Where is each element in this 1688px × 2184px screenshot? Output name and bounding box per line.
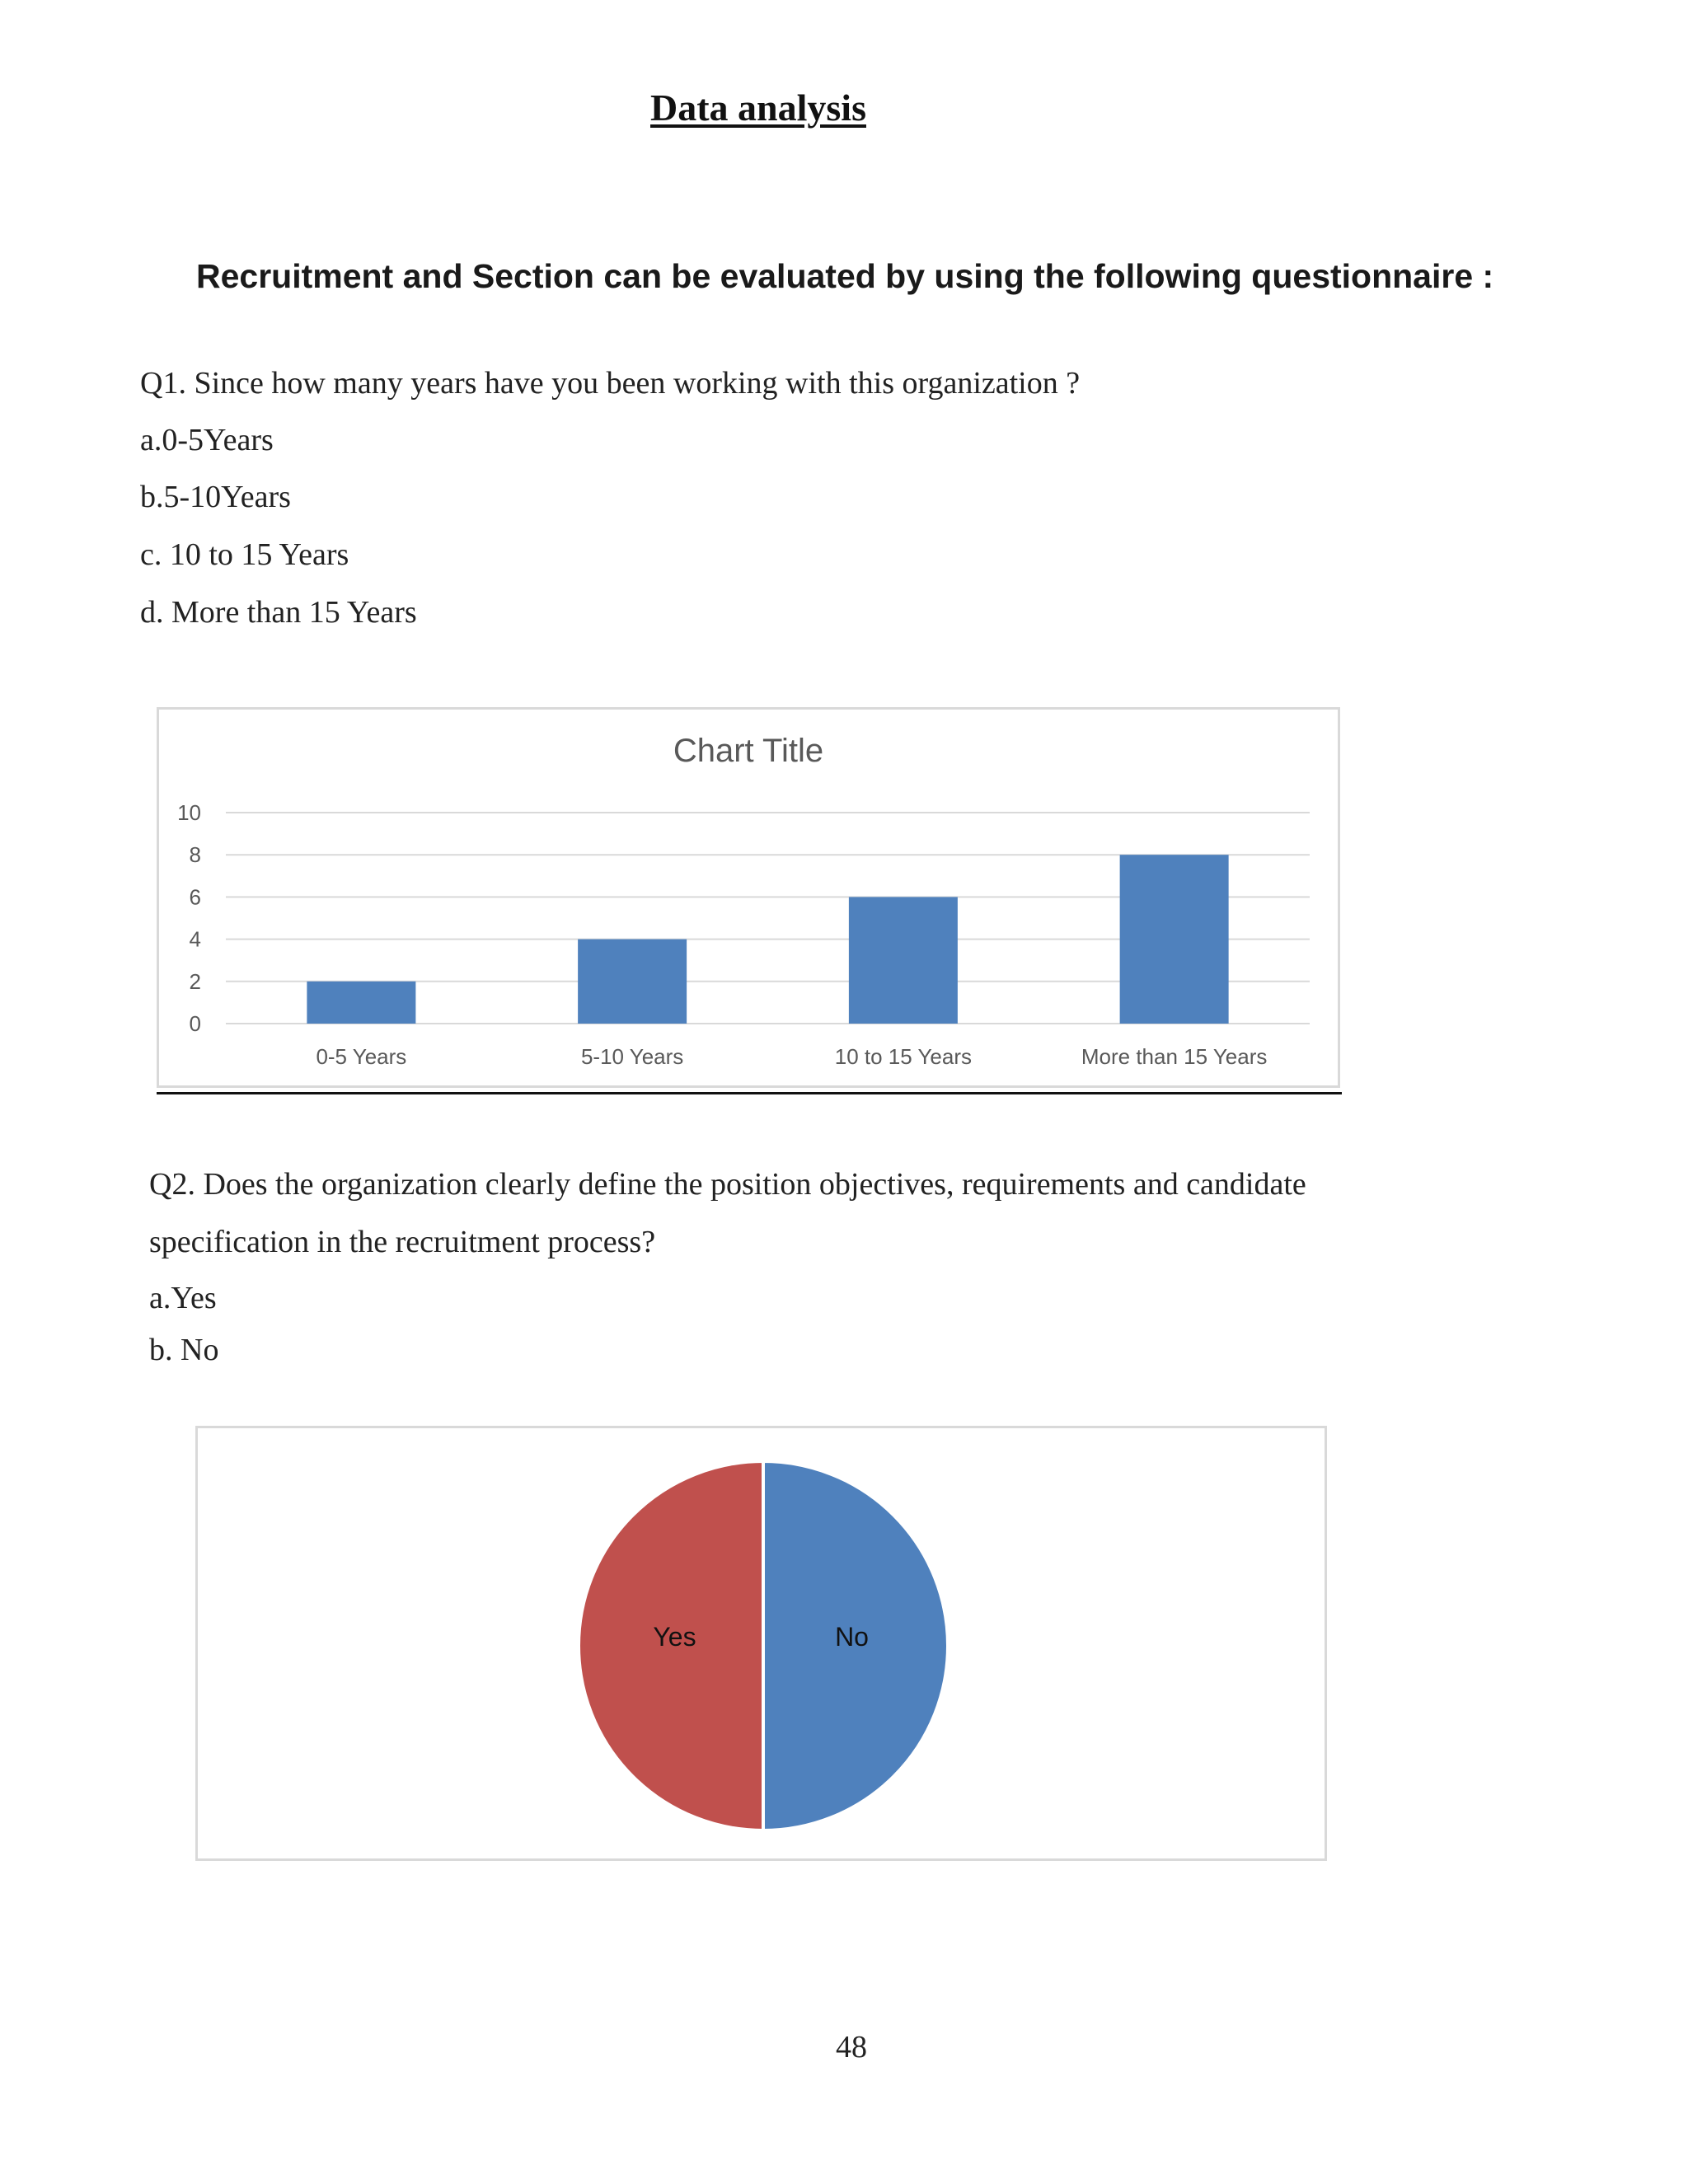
pie-slice-label: Yes	[653, 1622, 696, 1652]
pie-slice-label: No	[835, 1622, 869, 1652]
q2-option-b: b. No	[149, 1333, 219, 1367]
y-tick-label: 0	[189, 1011, 201, 1036]
bar	[578, 940, 687, 1024]
x-tick-label: 10 to 15 Years	[834, 1044, 973, 1069]
page-number: 48	[836, 2030, 867, 2064]
x-tick-label: 0-5 Years	[316, 1044, 407, 1069]
pie-chart	[195, 1426, 1327, 1861]
q1-question: Q1. Since how many years have you been working with this organization ?	[140, 366, 1081, 401]
chart-title: Chart Title	[673, 733, 824, 769]
bar	[849, 897, 958, 1024]
q1-option-c: c. 10 to 15 Years	[140, 537, 349, 572]
x-tick-label: 5-10 Years	[580, 1044, 684, 1069]
q2-question-line1: Q2. Does the organization clearly define the position objectives, requirements and candidate	[149, 1167, 1306, 1202]
x-tick-label: More than 15 Years	[1081, 1044, 1268, 1069]
q2-question-line2: specification in the recruitment process?	[149, 1225, 656, 1259]
y-tick-label: 10	[177, 800, 201, 825]
y-tick-label: 2	[189, 968, 201, 994]
q1-option-d: d. More than 15 Years	[140, 595, 417, 630]
bar-chart-svg	[159, 710, 1343, 1090]
divider-line	[157, 1092, 1342, 1094]
y-tick-label: 4	[189, 926, 201, 952]
q1-option-b: b.5-10Years	[140, 480, 291, 514]
bar	[307, 982, 415, 1024]
bar	[1120, 855, 1229, 1024]
q1-option-a: a.0-5Years	[140, 423, 274, 457]
q2-option-a: a.Yes	[149, 1281, 217, 1315]
section-heading: Recruitment and Section can be evaluated by using the following questionnaire :	[196, 257, 1494, 295]
pie-chart-svg	[198, 1428, 1329, 1863]
y-tick-label: 8	[189, 842, 201, 868]
page-heading: Data analysis	[650, 87, 866, 129]
bar-chart	[157, 707, 1340, 1088]
y-tick-label: 6	[189, 884, 201, 910]
